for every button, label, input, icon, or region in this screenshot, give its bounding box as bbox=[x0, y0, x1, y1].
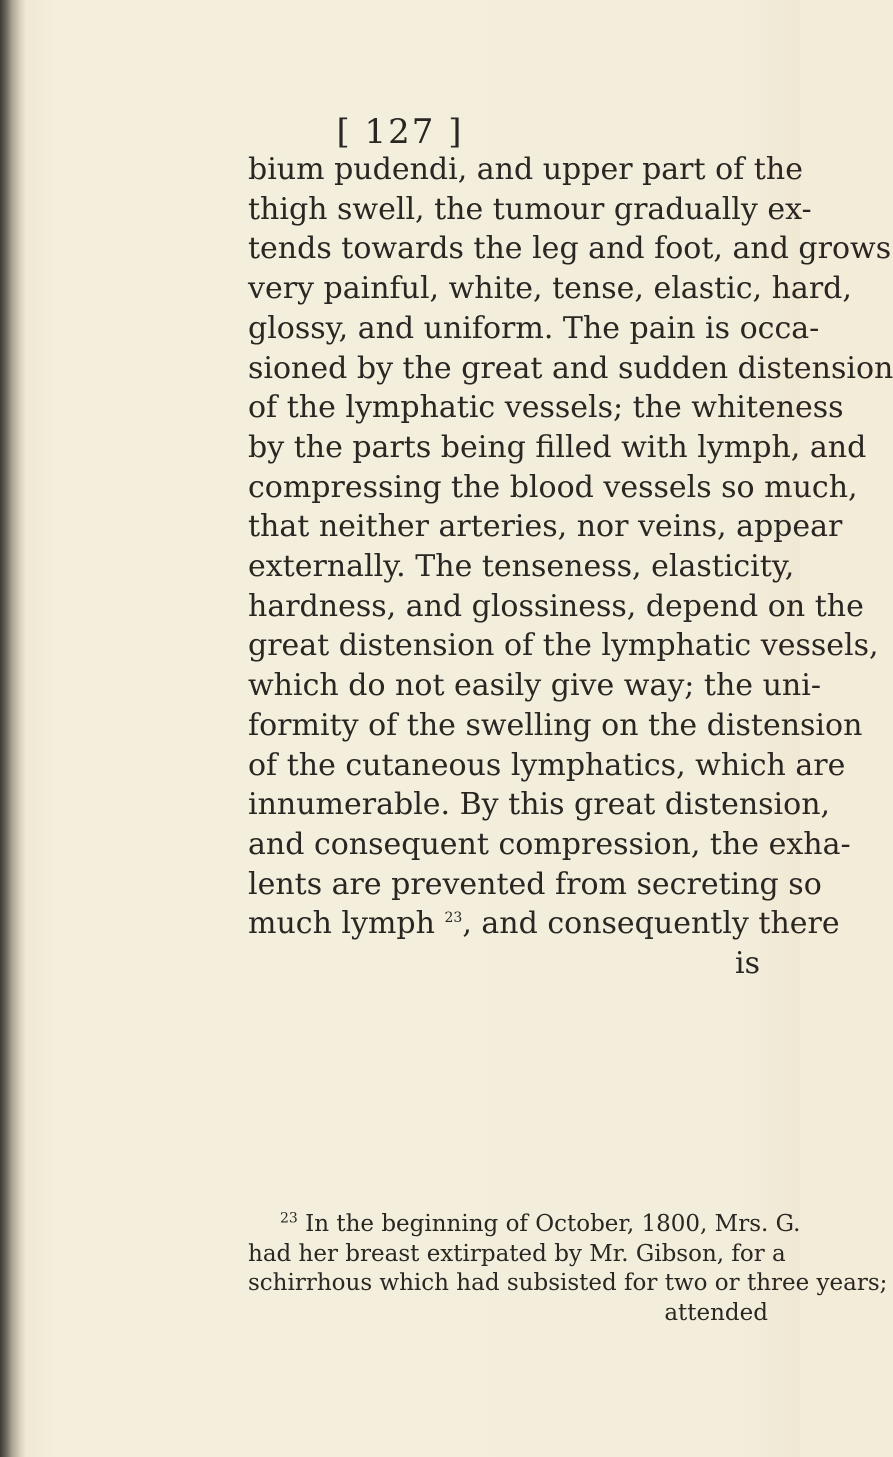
text-line: externally. The tenseness, elasticity, bbox=[248, 549, 795, 585]
text-line: by the parts being filled with lymph, and bbox=[248, 429, 867, 465]
text-line: and consequent compression, the exha- bbox=[248, 826, 851, 862]
footnote-line bbox=[248, 1210, 801, 1240]
text-line: compressing the blood vessels so much, bbox=[248, 469, 858, 505]
text-line: great distension of the lymphatic vessels, bbox=[248, 628, 879, 664]
text-line: thigh swell, the tumour gradually ex- bbox=[248, 191, 812, 227]
text-line: hardness, and glossiness, depend on the bbox=[248, 588, 864, 624]
footnote bbox=[248, 1210, 888, 1328]
text-line: very painful, white, tense, elastic, hard, bbox=[248, 271, 852, 307]
catchword: is bbox=[735, 946, 760, 982]
page-number-header: [ 127 ] bbox=[336, 112, 464, 152]
text-line: lents are prevented from secreting so bbox=[248, 866, 822, 902]
text-line: of the cutaneous lymphatics, which are bbox=[248, 747, 846, 783]
footnote-reference: 23 bbox=[444, 910, 463, 927]
text-line: formity of the swelling on the distension bbox=[248, 707, 863, 743]
footnote-catchword: attended bbox=[664, 1299, 768, 1326]
text-line: of the lymphatic vessels; the whiteness bbox=[248, 390, 844, 426]
footnote-line: had her breast extirpated by Mr. Gibson, for a bbox=[248, 1240, 786, 1267]
text-line: which do not easily give way; the uni- bbox=[248, 668, 821, 704]
text-line-with-footnote-ref bbox=[248, 904, 840, 944]
footnote-line: schirrhous which had subsisted for two or three years; bbox=[248, 1270, 888, 1296]
text-fragment: , and consequently there bbox=[462, 906, 840, 942]
binding-edge bbox=[0, 0, 26, 1457]
text-line: sioned by the great and sudden distension bbox=[248, 350, 893, 386]
footnote-text: In the beginning of October, 1800, Mrs. G. bbox=[305, 1211, 801, 1237]
main-text-block bbox=[248, 150, 893, 984]
text-fragment: much lymph bbox=[248, 906, 435, 942]
footnote-marker: 23 bbox=[280, 1210, 298, 1227]
text-line: tends towards the leg and foot, and grows bbox=[248, 231, 892, 267]
text-line: glossy, and uniform. The pain is occa- bbox=[248, 310, 820, 346]
text-line: bium pudendi, and upper part of the bbox=[248, 152, 803, 187]
text-line: innumerable. By this great distension, bbox=[248, 787, 831, 823]
text-line: that neither arteries, nor veins, appear bbox=[248, 509, 843, 545]
